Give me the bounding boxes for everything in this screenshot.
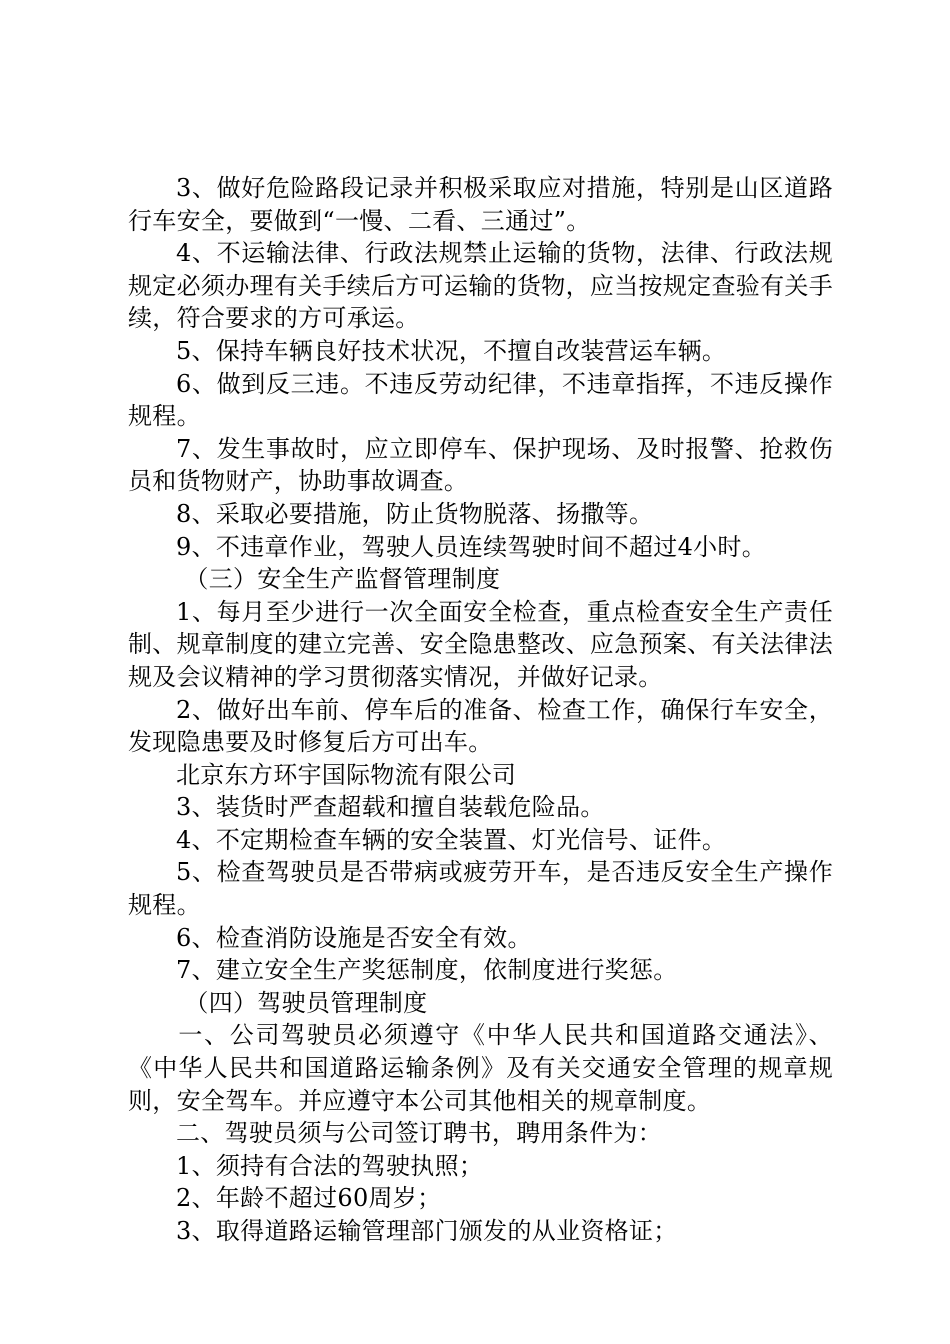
company-name-line: 北京东方环宇国际物流有限公司 [176, 760, 517, 789]
document-page [128, 172, 833, 1248]
paragraph-fire-facilities: 6、检查消防设施是否安全有效。 [176, 923, 532, 952]
paragraph-license-requirement: 1、须持有合法的驾驶执照； [176, 1151, 484, 1180]
paragraph-item-6-three-violations: 6、做到反三违。不违反劳动纪律，不违章指挥，不违反操作规程。 [128, 369, 833, 431]
paragraph-hiring-conditions: 二、驾驶员须与公司签订聘书，聘用条件为： [176, 1119, 662, 1148]
section-heading-supervision: （三）安全生产监督管理制度 [184, 565, 501, 594]
paragraph-overload-check: 3、装货时严查超载和擅自装载危险品。 [176, 793, 605, 822]
paragraph-item-4-prohibited-goods: 4、不运输法律、行政法规禁止运输的货物，法律、行政法规规定必须办理有关手续后方可运输的货物，应当按规定查验有关手续，符合要求的方可承运。 [128, 239, 833, 333]
paragraph-reward-punishment: 7、建立安全生产奖惩制度，依制度进行奖惩。 [176, 956, 678, 985]
paragraph-item-9-driving-time: 9、不违章作业，驾驶人员连续驾驶时间不超过4小时。 [176, 532, 767, 561]
paragraph-vehicle-safety-devices: 4、不定期检查车辆的安全装置、灯光信号、证件。 [176, 825, 727, 854]
section-heading-driver-management: （四）驾驶员管理制度 [184, 988, 428, 1017]
paragraph-driver-laws: 一、公司驾驶员必须遵守《中华人民共和国道路交通法》、《中华人民共和国道路运输条例》及有关交通安全管理的规章规则，安全驾车。并应遵守本公司其他相关的规章制度。 [128, 1021, 833, 1115]
paragraph-item-3-dangerous-road: 3、做好危险路段记录并积极采取应对措施，特别是山区道路行车安全，要做到“一慢、二看、三通过”。 [128, 174, 833, 235]
paragraph-item-5-vehicle-condition: 5、保持车辆良好技术状况，不擅自改装营运车辆。 [176, 336, 727, 365]
paragraph-qualification-certificate: 3、取得道路运输管理部门颁发的从业资格证； [176, 1217, 678, 1245]
paragraph-item-8-cargo-measures: 8、采取必要措施，防止货物脱落、扬撒等。 [176, 499, 654, 528]
paragraph-driver-fatigue: 5、检查驾驶员是否带病或疲劳开车，是否违反安全生产操作规程。 [128, 858, 833, 920]
paragraph-pre-trip-check: 2、做好出车前、停车后的准备、检查工作，确保行车安全，发现隐患要及时修复后方可出车。 [128, 695, 833, 757]
paragraph-age-requirement: 2、年龄不超过60周岁； [176, 1184, 442, 1213]
paragraph-item-7-accident: 7、发生事故时，应立即停车、保护现场、及时报警、抢救伤员和货物财产，协助事故调查。 [128, 434, 833, 496]
paragraph-monthly-inspection: 1、每月至少进行一次全面安全检查，重点检查安全生产责任制、规章制度的建立完善、安全隐患整改、应急预案、有关法律法规及会议精神的学习贯彻落实情况，并做好记录。 [128, 597, 833, 691]
